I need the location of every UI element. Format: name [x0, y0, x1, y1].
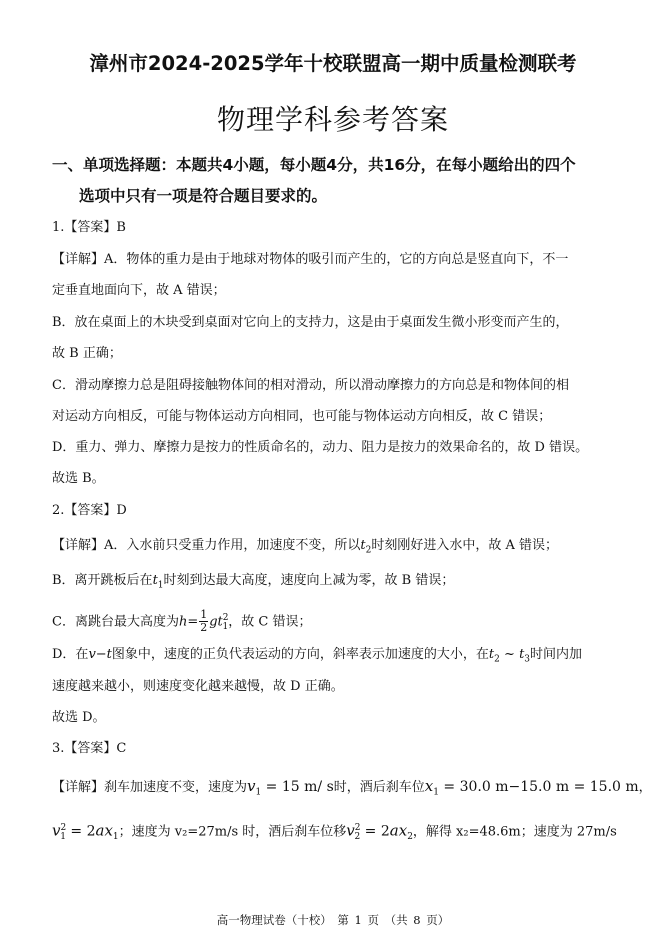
q3-l2-v: v: [52, 821, 61, 840]
q2-c-eq: =: [187, 614, 199, 630]
q3-l2-ax2sub: 2: [407, 831, 413, 842]
q1-detail-b-line1: B．放在桌面上的木块受到桌面对它向上的支持力，这是由于桌面发生微小形变而产生的，: [52, 315, 569, 330]
q2-d-tilde: ~: [499, 647, 520, 662]
answer-key-title: 物理学科参考答案: [216, 103, 449, 136]
q3-l2-eq2: = 2: [360, 823, 390, 840]
q3-l1-xsub: 1: [433, 787, 439, 798]
q2-detail-b: [52, 571, 618, 596]
q1-detail-a-line1: 【详解】A．物体的重力是由于地球对物体的吸引而产生的，它的方向总是竖直向下，不一: [52, 252, 569, 267]
q2-c-sub: 1: [222, 621, 229, 632]
q2-d-t3: t: [519, 647, 525, 662]
q2-c-h: h: [178, 614, 188, 630]
q3-l2-axsub: 1: [112, 831, 119, 842]
q1-detail-a-line2: 定垂直地面向下，故 A 错误；: [52, 283, 226, 298]
q1-detail-c-line1: C．滑动摩擦力总是阻碍接触物体间的相对滑动，所以滑动摩擦力的方向总是和物体间的相: [52, 378, 569, 393]
q1-answer: 1.【答案】B: [52, 220, 126, 235]
q3-l1-text: 【详解】刹车加速度不变，速度为: [52, 780, 248, 795]
q3-l1-mid: 时，酒后刹车位: [333, 780, 425, 795]
q1-detail-d-line1: D．重力、弹力、摩擦力是按力的性质命名的，动力、阻力是按力的效果命名的，故 D 错误。: [52, 440, 589, 455]
q2-d-t3sub: 3: [524, 654, 531, 665]
q2-a-post: 时刻刚好进入水中，故 A 错误；: [371, 538, 559, 553]
q2-conclusion: 故选 D。: [52, 710, 106, 725]
q3-l2-ax2: ax: [389, 821, 408, 840]
exam-title: 漳州市2024-2025学年十校联盟高一期中质量检测联考: [89, 52, 577, 75]
q2-b-var: t: [152, 573, 158, 588]
q2-b-text: B．离开跳板后在: [52, 573, 153, 588]
q3-l1-veq: = 15 m/ s: [261, 779, 334, 795]
q2-d-text: D．在: [52, 647, 89, 662]
q2-d-post: 时间内加: [530, 647, 583, 662]
q3-detail-line2: [52, 815, 618, 850]
q3-detail-line1: [52, 773, 652, 806]
q3-answer: 3.【答案】C: [52, 741, 127, 756]
q3-l2-vsup: 2: [60, 823, 67, 833]
q2-c-text: C．离跳台最大高度为: [52, 614, 179, 630]
q2-c-post: ，故 C 错误；: [228, 614, 312, 630]
q3-l1-v: v: [247, 777, 256, 795]
q3-l2-mid: ；速度为 v₂=27m/s 时，酒后刹车位移: [118, 824, 347, 840]
q3-l2-v2sup: 2: [354, 823, 361, 833]
q3-l1-xeq: = 30.0 m−15.0 m = 15.0 m: [438, 779, 639, 795]
q2-a-sub: 2: [365, 545, 372, 556]
q3-l2-v2sub: 2: [354, 831, 361, 842]
q2-detail-d-line1: [52, 645, 618, 670]
q1-conclusion: 故选 B。: [52, 471, 105, 486]
q2-b-post: 时刻到达最大高度，速度向上减为零，故 B 错误；: [163, 573, 455, 588]
q2-c-gt: gt: [209, 614, 223, 630]
q3-l2-vsub: 1: [60, 831, 66, 842]
section-heading-line1: 一、单项选择题：本题共4小题，每小题4分，共16分，在每小题给出的四个: [52, 156, 576, 174]
q2-d-t2: t: [488, 647, 495, 662]
q2-d-vt: v−t: [88, 647, 112, 662]
q2-a-text: 【详解】A．入水前只受重力作用，加速度不变，所以: [52, 538, 361, 553]
q2-detail-d-line2: 速度越来越小，则速度变化越来越慢，故 D 正确。: [52, 679, 344, 694]
q2-detail-c: [52, 603, 618, 642]
q3-l2-end: ，解得 x₂=48.6m；速度为 27m/s: [412, 824, 617, 840]
q1-detail-b-line2: 故 B 正确；: [52, 346, 122, 361]
q2-d-t2sub: 2: [494, 654, 500, 665]
q2-b-sub: 1: [157, 580, 164, 591]
section-heading: [52, 150, 622, 212]
q2-answer: 2.【答案】D: [52, 503, 127, 518]
q2-c-num: 1: [200, 608, 208, 622]
q2-d-mid: 图象中，速度的正负代表运动的方向，斜率表示加速度的大小，在: [111, 647, 489, 662]
q2-a-var: t: [360, 538, 366, 553]
q3-l1-end: ，: [638, 780, 652, 795]
q3-l1-vsub: 1: [255, 787, 262, 798]
q3-l2-eq: = 2: [65, 823, 96, 840]
q1-detail-c-line2: 对运动方向相反，可能与物体运动方向相同，也可能与物体运动方向相反，故 C 错误；: [52, 409, 552, 424]
q2-c-fraction: [199, 609, 208, 634]
q3-l1-x: x: [424, 777, 434, 795]
q2-c-den: 2: [200, 621, 208, 635]
page-footer: 高一物理试卷（十校） 第 1 页 （共 8 页）: [216, 913, 450, 927]
q2-detail-a: [52, 536, 618, 561]
section-heading-line2: 选项中只有一项是符合题目要求的。: [79, 187, 328, 205]
q2-c-sup: 2: [222, 613, 229, 623]
q3-l2-ax: ax: [95, 821, 113, 840]
q3-l2-v2: v: [346, 821, 355, 840]
